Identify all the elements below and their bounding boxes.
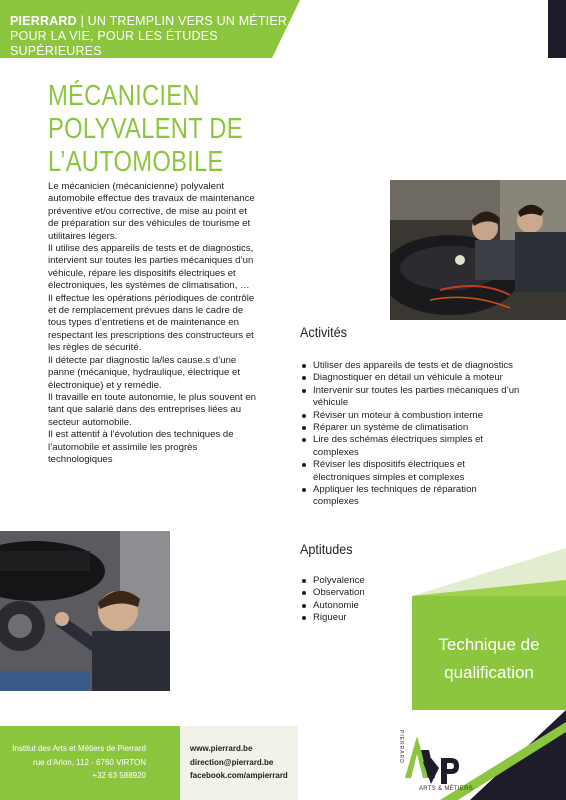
list-item-label: Utiliser des appareils de tests et de diagnostics [313, 360, 513, 371]
badge-line1: Technique de [438, 635, 540, 654]
description-paragraph: Il est attentif à l’évolution des techniques de l’automobile et assimile les progrès technologiques [48, 429, 234, 465]
list-item-label: Réparer un système de climatisation [313, 422, 469, 434]
description-paragraph: Il utilise des appareils de tests et de diagnostics, intervient sur toutes les parties mécaniques d’un véhicule, répare les dispositifs électriques et électroniques, les systèmes de climatisation, … [48, 243, 254, 292]
logo-subtitle: ARTS & MÉTIERS [419, 786, 474, 792]
description-paragraph: Il détecte par diagnostic la/les cause.s d’une panne (mécanique, hydraulique, électrique et électronique) et y remédie. [48, 354, 241, 391]
logo-vertical-text: PIERRARD [398, 730, 404, 764]
list-item-label: Intervenir sur toutes les parties mécaniques d’un véhicule [313, 384, 520, 409]
header-tagline-line1: | UN TREMPLIN VERS UN MÉTIER, [76, 14, 291, 28]
badge-line2: qualification [444, 663, 534, 682]
list-item-label: Autonomie [313, 599, 359, 611]
title-line1: MÉCANICIEN POLYVALENT DE [48, 80, 243, 145]
email-link[interactable]: direction@pierrard.be [190, 757, 274, 767]
header-brand: PIERRARD [10, 14, 77, 28]
footer-address [0, 742, 146, 783]
footer-contacts [190, 742, 288, 783]
phone-number: +32 63 588920 [92, 771, 146, 780]
activites-heading: Activités [300, 324, 347, 340]
aptitudes-heading: Aptitudes [300, 541, 353, 557]
qualification-badge [412, 631, 566, 687]
list-item-label: Lire des schémas électriques simples et complexes [313, 434, 484, 458]
list-item-label: Appliquer les techniques de réparation complexes [313, 484, 477, 508]
website-link[interactable]: www.pierrard.be [190, 744, 253, 753]
list-item-label: Réviser les dispositifs électriques et électroniques simples et complexes [313, 459, 465, 483]
description-paragraph: Il effectue les opérations périodiques de contrôle et de remplacement prévues dans le cadre de tous types d’entretiens et de maintenance en respectant les prescriptions des constructeurs et les règles de sécurité. [48, 292, 255, 354]
list-item-label: Rigueur [313, 612, 347, 624]
list-item-label: Réviser un moteur à combustion interne [313, 409, 484, 421]
list-item-label: Polyvalence [313, 575, 365, 586]
description-paragraph: Le mécanicien (mécanicienne) polyvalent automobile effectue des travaux de maintenance préventive et/ou corrective, de mise au point et de préparation sur des véhicules de tourisme et utilitaires légers. [48, 181, 255, 242]
title-line2: L’AUTOMOBILE [48, 146, 224, 178]
description-paragraph: Il travaille en toute autonomie, le plus souvent en tant que salarié dans des entreprises liées au secteur automobile. [48, 391, 256, 428]
list-item-label: Observation [313, 587, 365, 599]
list-item-label: Diagnostiquer en détail un véhicule à moteur [313, 372, 503, 384]
facebook-link[interactable]: facebook.com/ampierrard [190, 771, 288, 780]
address-line: Institut des Arts et Métiers de Pierrard [12, 744, 146, 753]
address-line: rue d’Arlon, 112 - 6760 VIRTON [33, 757, 146, 767]
header-tagline-line2: POUR LA VIE, POUR LES ÉTUDES SUPÉRIEURES [10, 29, 218, 58]
